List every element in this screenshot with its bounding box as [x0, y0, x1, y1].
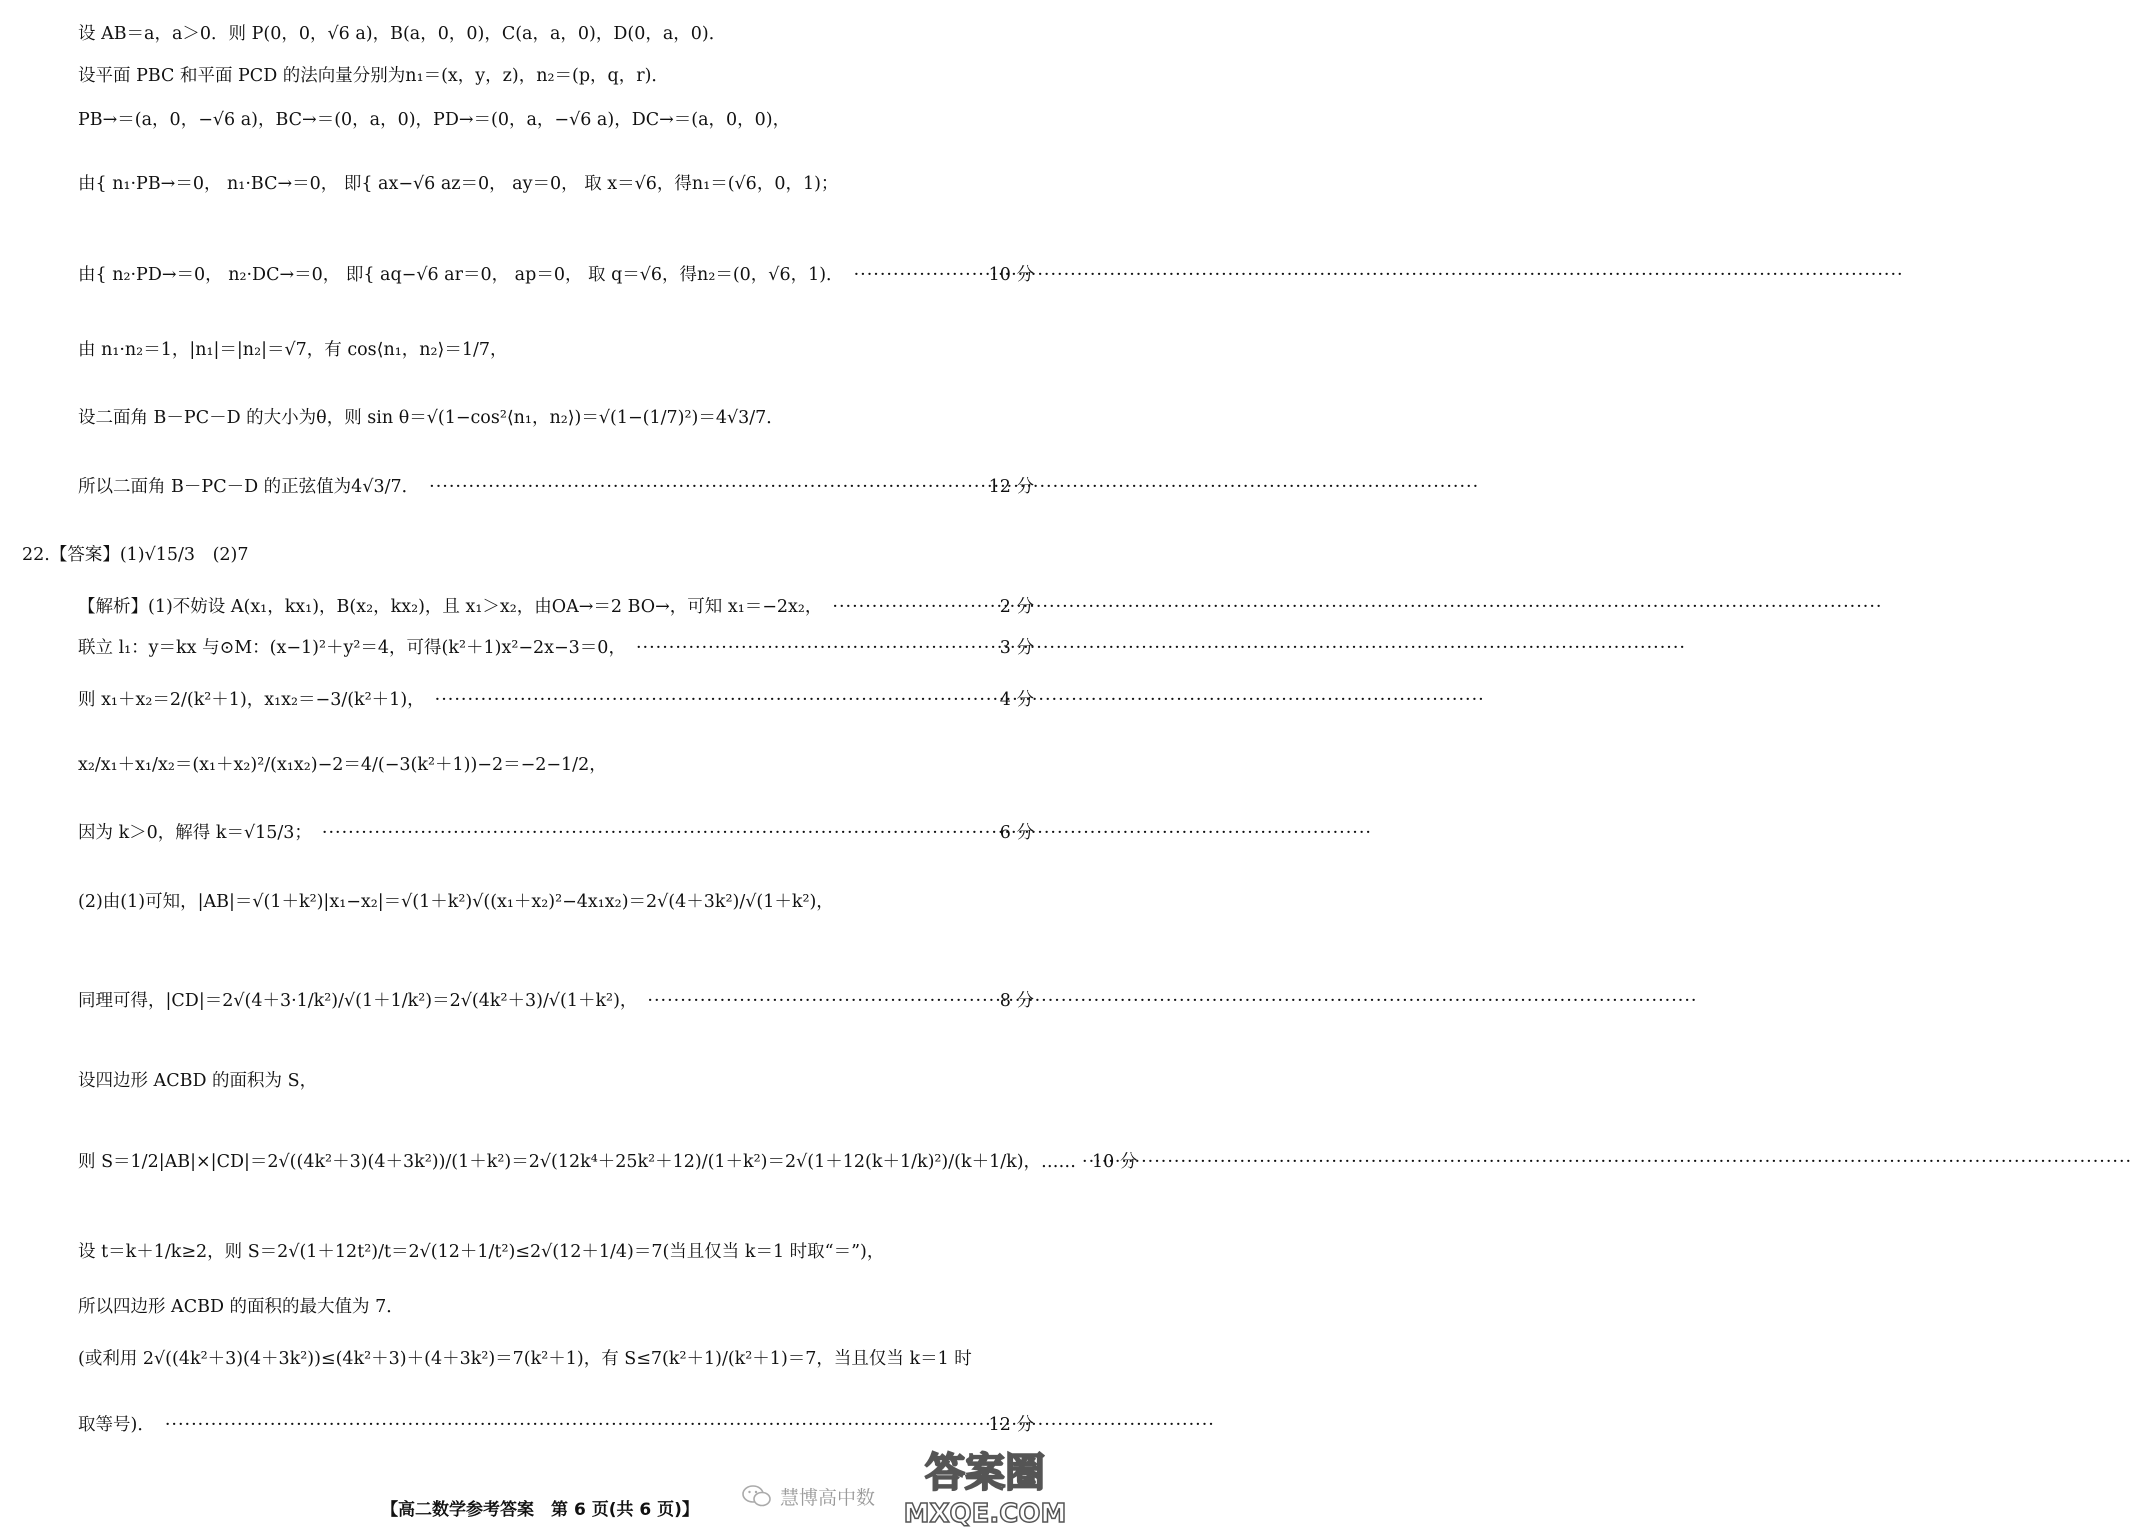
question-22-answer: [22, 543, 1034, 567]
site-logo: [900, 1444, 1070, 1528]
line-1: [78, 22, 1034, 46]
line-5: [78, 263, 1034, 287]
leader-dots: [1082, 1150, 1086, 1174]
score-label: 2 分: [999, 597, 1034, 617]
line-text: (2)由(1)可知，|AB|＝√(1＋k²)|x₁−x₂|＝√(1＋k²)√((x₁＋x₂)²−4x₁x₂)＝2√(4＋3k²)/√(1＋k²)，: [78, 892, 834, 912]
line-text: (或利用 2√((4k²＋3)(4＋3k²))≤(4k²＋3)＋(4＋3k²)＝7(k²＋1)，有 S≤7(k²＋1)/(k²＋1)＝7，当且仅当 k＝1 时: [78, 1349, 972, 1369]
score-label: 12 分: [988, 1415, 1034, 1435]
line-text: 由{ n₁·PB→＝0， n₁·BC→＝0， 即{ ax−√6 az＝0， ay＝0， 取 x＝√6，得n₁＝(√6，0，1)；: [78, 174, 839, 194]
line-text: 所以二面角 B－PC－D 的正弦值为4√3/7．: [78, 477, 420, 497]
line-12: [78, 688, 1034, 712]
line-text: 联立 l₁：y＝kx 与⊙M：(x−1)²＋y²＝4，可得(k²＋1)x²−2x−3＝0，: [78, 638, 626, 658]
leader-dots: [429, 475, 979, 499]
line-text: 22.【答案】(1)√15/3 (2)7: [22, 545, 249, 565]
score-label: 8 分: [999, 991, 1034, 1011]
line-19: [78, 1240, 1034, 1264]
line-11: [78, 636, 1034, 660]
line-text: 所以四边形 ACBD 的面积的最大值为 7．: [78, 1297, 404, 1317]
leader-dots: [832, 595, 989, 619]
line-text: 设平面 PBC 和平面 PCD 的法向量分别为n₁＝(x，y，z)，n₂＝(p，q，r)．: [78, 66, 669, 86]
line-text: 【解析】(1)不妨设 A(x₁，kx₁)，B(x₂，kx₂)，且 x₁＞x₂，由OA→＝2 BO→，可知 x₁＝−2x₂，: [78, 597, 823, 617]
score-label: 10 分: [988, 265, 1034, 285]
leader-dots: [165, 1413, 979, 1437]
line-text: 设 AB＝a，a＞0．则 P(0，0，√6 a)，B(a，0，0)，C(a，a，0)，D(0，a，0)．: [78, 24, 727, 44]
leader-dots: [647, 989, 989, 1013]
score-label: 12 分: [988, 477, 1034, 497]
line-text: 同理可得，|CD|＝2√(4＋3·1/k²)/√(1＋1/k²)＝2√(4k²＋3)/√(1＋k²)，: [78, 991, 638, 1011]
line-8: [78, 475, 1034, 499]
score-label: 6 分: [999, 823, 1034, 843]
leader-dots: [435, 688, 990, 712]
line-16: [78, 989, 1034, 1013]
line-text: 取等号)．: [78, 1415, 155, 1435]
line-2: [78, 64, 1034, 88]
line-21: [78, 1347, 1034, 1371]
score-label: 10 分: [1092, 1152, 1138, 1172]
line-20: [78, 1295, 1034, 1319]
line-6: [78, 338, 1034, 362]
line-text: 设四边形 ACBD 的面积为 S，: [78, 1071, 318, 1091]
line-text: 设 t＝k＋1/k≥2，则 S＝2√(1＋12t²)/t＝2√(12＋1/t²)≤2√(12＋1/4)＝7(当且仅当 k＝1 时取“＝”)，: [78, 1242, 885, 1262]
line-7: [78, 406, 1034, 430]
line-text: 设二面角 B－PC－D 的大小为θ，则 sin θ＝√(1−cos²⟨n₁，n₂⟩)＝√(1−(1/7)²)＝4√3/7．: [78, 408, 784, 428]
leader-dots: [322, 821, 990, 845]
line-14: [78, 821, 1034, 845]
leader-dots: [854, 263, 979, 287]
line-22: [78, 1413, 1034, 1437]
svg-text:答案圈: 答案圈: [925, 1450, 1045, 1496]
watermark-text: 慧博高中数: [780, 1487, 876, 1509]
page-footer: 【高二数学参考答案 第 6 页(共 6 页)】: [381, 1500, 699, 1520]
svg-text:MXQE.COM: MXQE.COM: [903, 1499, 1067, 1529]
line-15: [78, 890, 1034, 914]
line-text: 因为 k＞0，解得 k＝√15/3；: [78, 823, 312, 843]
line-text: 由 n₁·n₂＝1，|n₁|＝|n₂|＝√7，有 cos⟨n₁，n₂⟩＝1/7，: [78, 340, 508, 360]
line-4: [78, 172, 1034, 196]
score-label: 4 分: [999, 690, 1034, 710]
line-13: [78, 753, 1034, 777]
line-text: PB→＝(a，0，−√6 a)，BC→＝(0，a，0)，PD→＝(0，a，−√6 a)，DC→＝(a，0，0)，: [78, 110, 791, 130]
line-text: 则 S＝1/2|AB|×|CD|＝2√((4k²＋3)(4＋3k²))/(1＋k²)＝2√(12k⁴＋25k²＋12)/(1＋k²)＝2√(1＋12(k＋1/k)²)/(k＋1/k)，……: [78, 1152, 1077, 1172]
line-18: [78, 1150, 1138, 1174]
line-text: x₂/x₁＋x₁/x₂＝(x₁＋x₂)²/(x₁x₂)−2＝4/(−3(k²＋1))−2＝−2−1/2，: [78, 755, 607, 775]
line-text: 则 x₁＋x₂＝2/(k²＋1)，x₁x₂＝−3/(k²＋1)，: [78, 690, 425, 710]
score-label: 3 分: [999, 638, 1034, 658]
line-3: [78, 108, 1034, 132]
line-17: [78, 1069, 1034, 1093]
leader-dots: [636, 636, 990, 660]
line-10: [78, 595, 1034, 619]
line-text: 由{ n₂·PD→＝0， n₂·DC→＝0， 即{ aq−√6 ar＝0， ap＝0， 取 q＝√6，得n₂＝(0，√6，1)．: [78, 265, 844, 285]
